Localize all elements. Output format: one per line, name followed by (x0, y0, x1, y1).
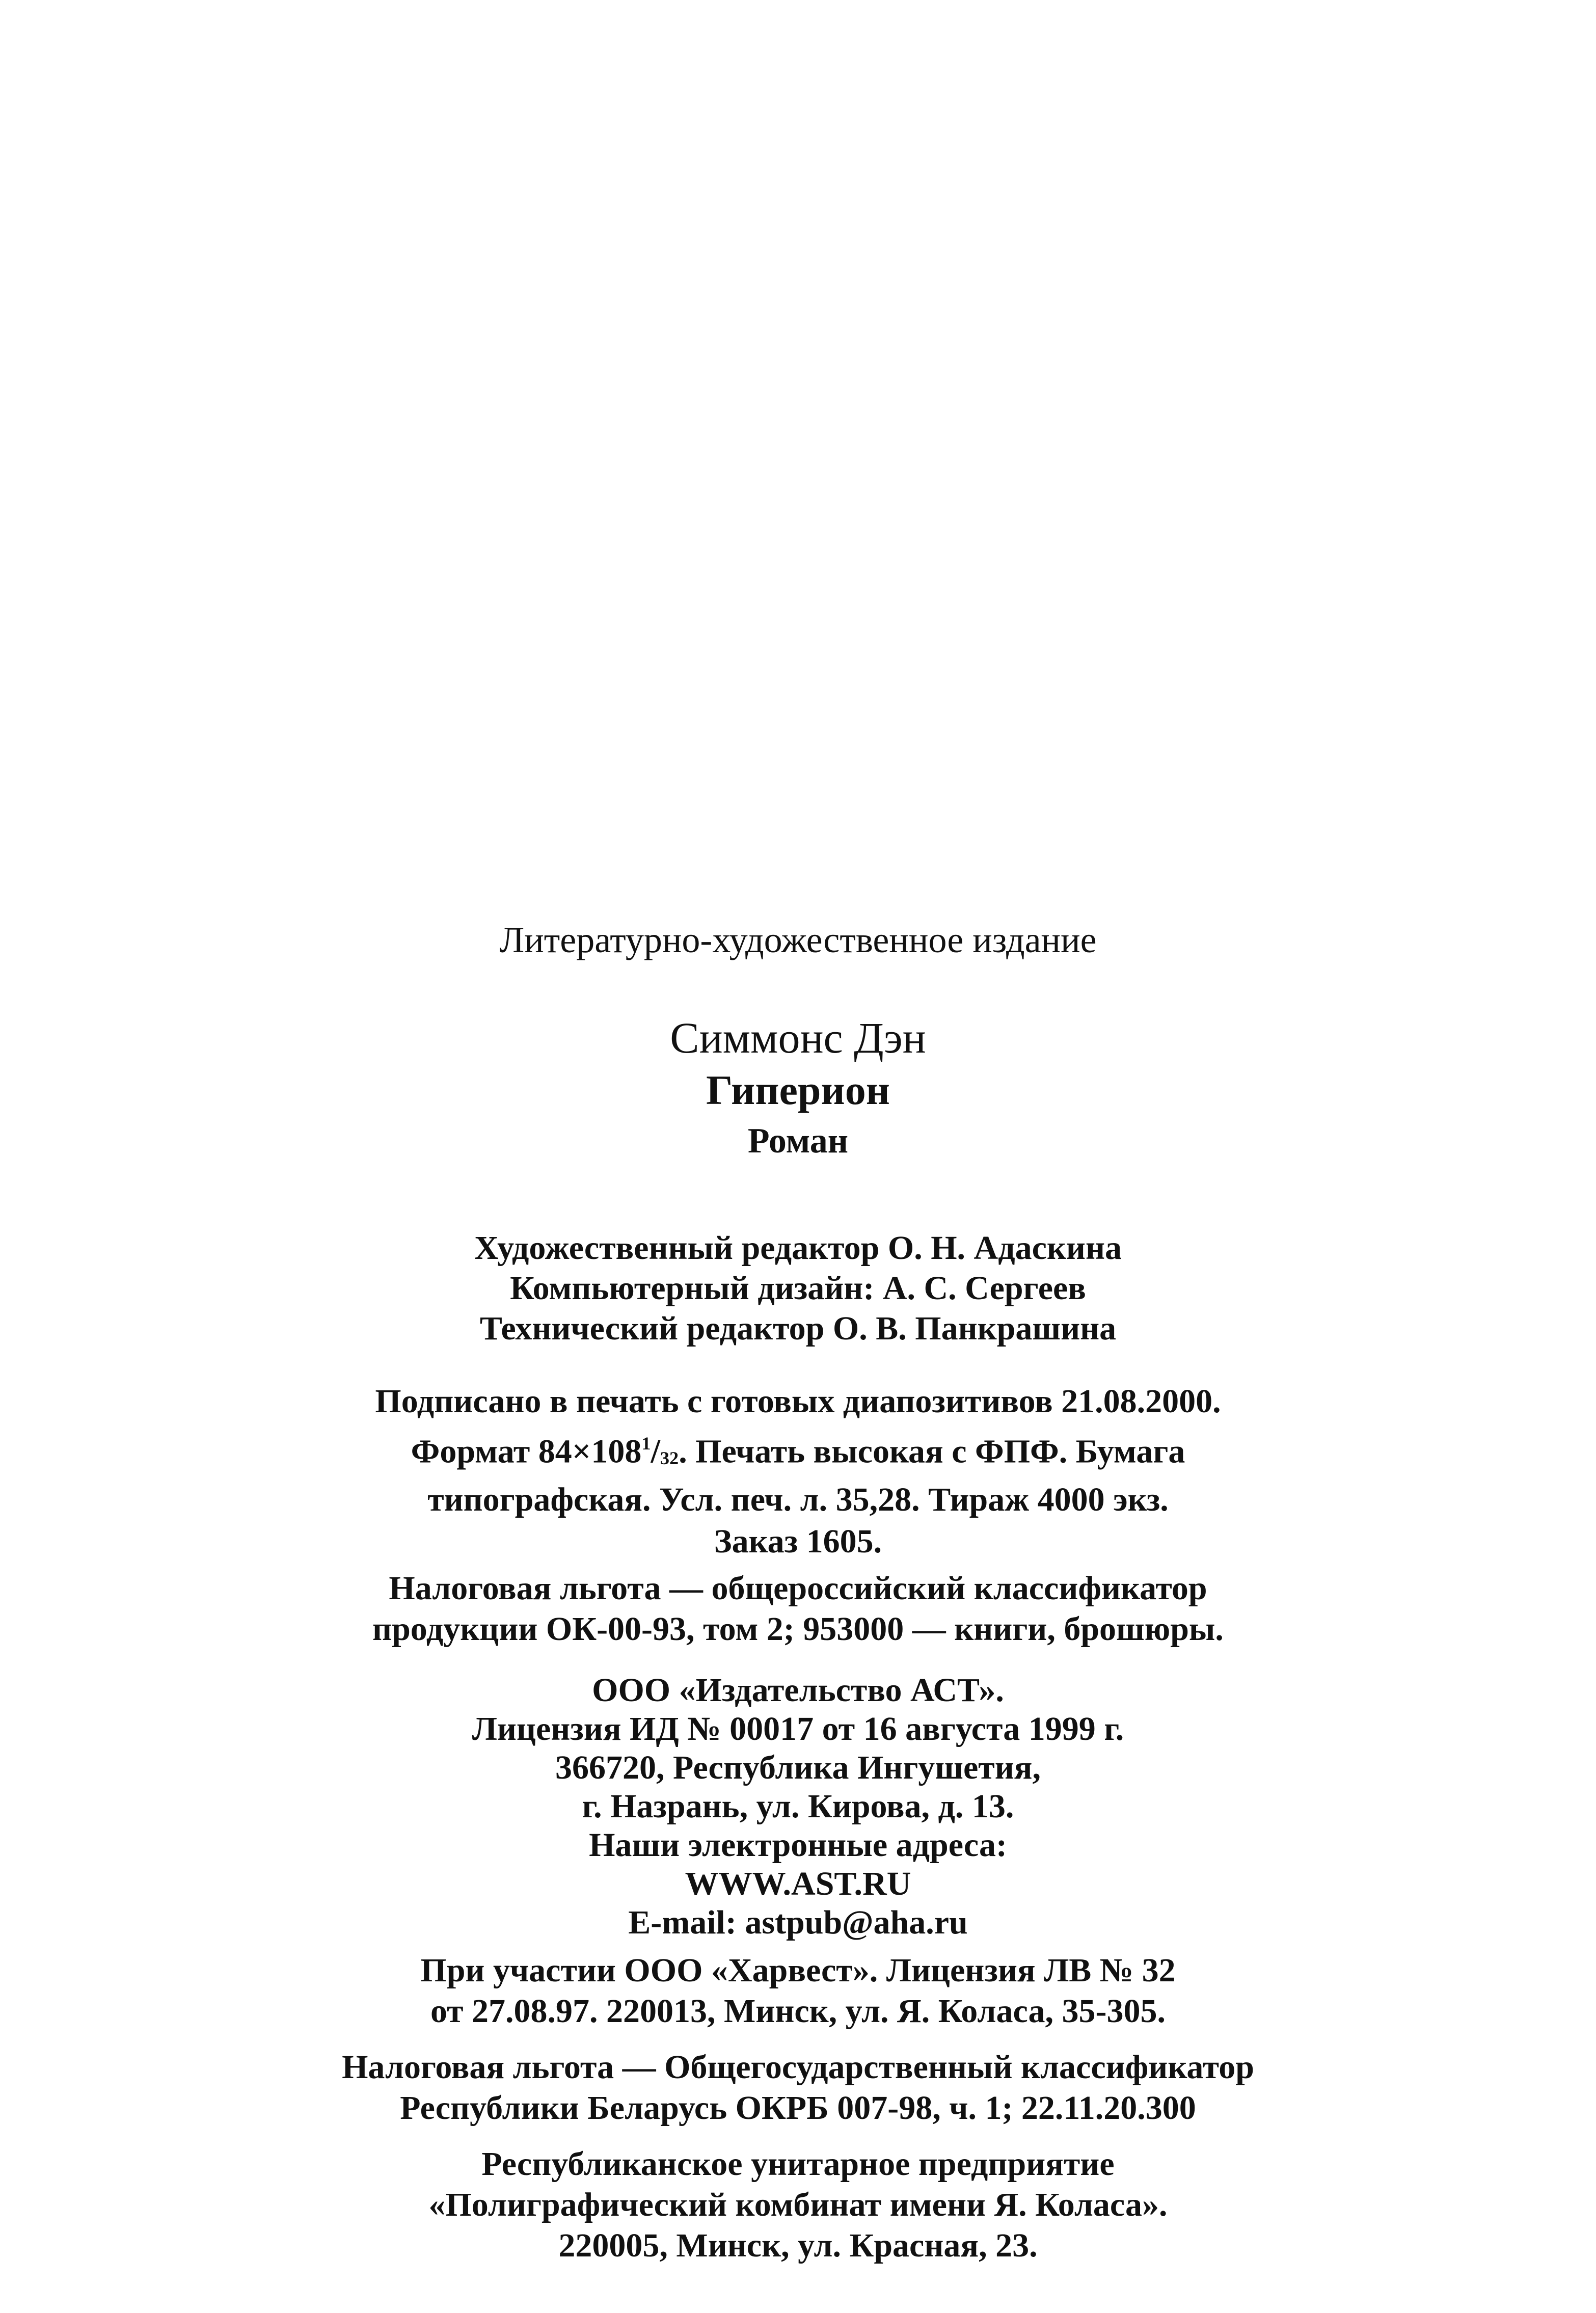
subtitle-line (0, 1118, 1596, 1164)
partner-line-1: При участии ООО «Харвест». Лицензия ЛВ № 32 (420, 1952, 1176, 1989)
printing-format-line (0, 1422, 1596, 1479)
author-name: Симмонс Дэн (670, 1013, 926, 1062)
printer-line-1: Республиканское унитарное предприятие (481, 2145, 1115, 2183)
format-superscript: 1 (641, 1433, 651, 1454)
credit-tech-editor: Технический редактор О. В. Панкрашина (479, 1310, 1117, 1347)
book-subtitle: Роман (747, 1121, 849, 1161)
partner-block (0, 1950, 1596, 2032)
credits-block (0, 1228, 1596, 1349)
printing-signed-line: Подписано в печать с готовых диапозитивов 21.08.2000. (375, 1383, 1221, 1420)
publisher-website: WWW.AST.RU (685, 1865, 911, 1902)
partner-line-2: от 27.08.97. 220013, Минск, ул. Я. Коласа, 35-305. (430, 1993, 1166, 2030)
credit-computer-design: Компьютерный дизайн: А. С. Сергеев (510, 1270, 1086, 1307)
tax-belarus-line-2: Республики Беларусь ОКРБ 007-98, ч. 1; 22.11.20.300 (400, 2089, 1196, 2127)
printer-line-3: 220005, Минск, ул. Красная, 23. (558, 2227, 1038, 2264)
printer-line-2: «Полиграфический комбинат имени Я. Коласа». (428, 2186, 1168, 2223)
publisher-license: Лицензия ИД № 00017 от 16 августа 1999 г. (472, 1710, 1124, 1747)
tax-belarus-line-1: Налоговая льгота — Общегосударственный классификатор (342, 2049, 1254, 2086)
format-slash: / (651, 1433, 660, 1470)
format-suffix: . Печать высокая с ФПФ. Бумага (679, 1433, 1185, 1470)
tax-russia-block (0, 1568, 1596, 1650)
format-prefix: Формат 84×108 (411, 1433, 642, 1470)
credit-art-editor: Художественный редактор О. Н. Адаскина (474, 1229, 1122, 1267)
tax-russia-line-2: продукции ОК-00-93, том 2; 953000 — книги, брошюры. (372, 1610, 1224, 1648)
publisher-address-2: г. Назрань, ул. Кирова, д. 13. (582, 1788, 1014, 1825)
genre-line (0, 917, 1596, 963)
printing-block (0, 1381, 1596, 1563)
printing-order-line: Заказ 1605. (714, 1523, 882, 1561)
publisher-web-label: Наши электронные адреса: (589, 1826, 1007, 1864)
author-line (0, 1011, 1596, 1065)
book-title: Гиперион (706, 1067, 890, 1113)
tax-russia-line-1: Налоговая льгота — общероссийский классификатор (389, 1570, 1207, 1607)
title-line (0, 1065, 1596, 1116)
format-subscript: 32 (660, 1448, 679, 1469)
tax-belarus-block (0, 2047, 1596, 2129)
genre-text: Литературно-художественное издание (499, 920, 1097, 960)
publisher-block (0, 1671, 1596, 1942)
printing-paper-line: типографская. Усл. печ. л. 35,28. Тираж 4000 экз. (427, 1481, 1169, 1519)
publisher-name: ООО «Издательство АСТ». (592, 1672, 1004, 1709)
publisher-address-1: 366720, Республика Ингушетия, (555, 1749, 1041, 1786)
publisher-email: E-mail: astpub@aha.ru (628, 1904, 968, 1941)
printer-block (0, 2144, 1596, 2266)
